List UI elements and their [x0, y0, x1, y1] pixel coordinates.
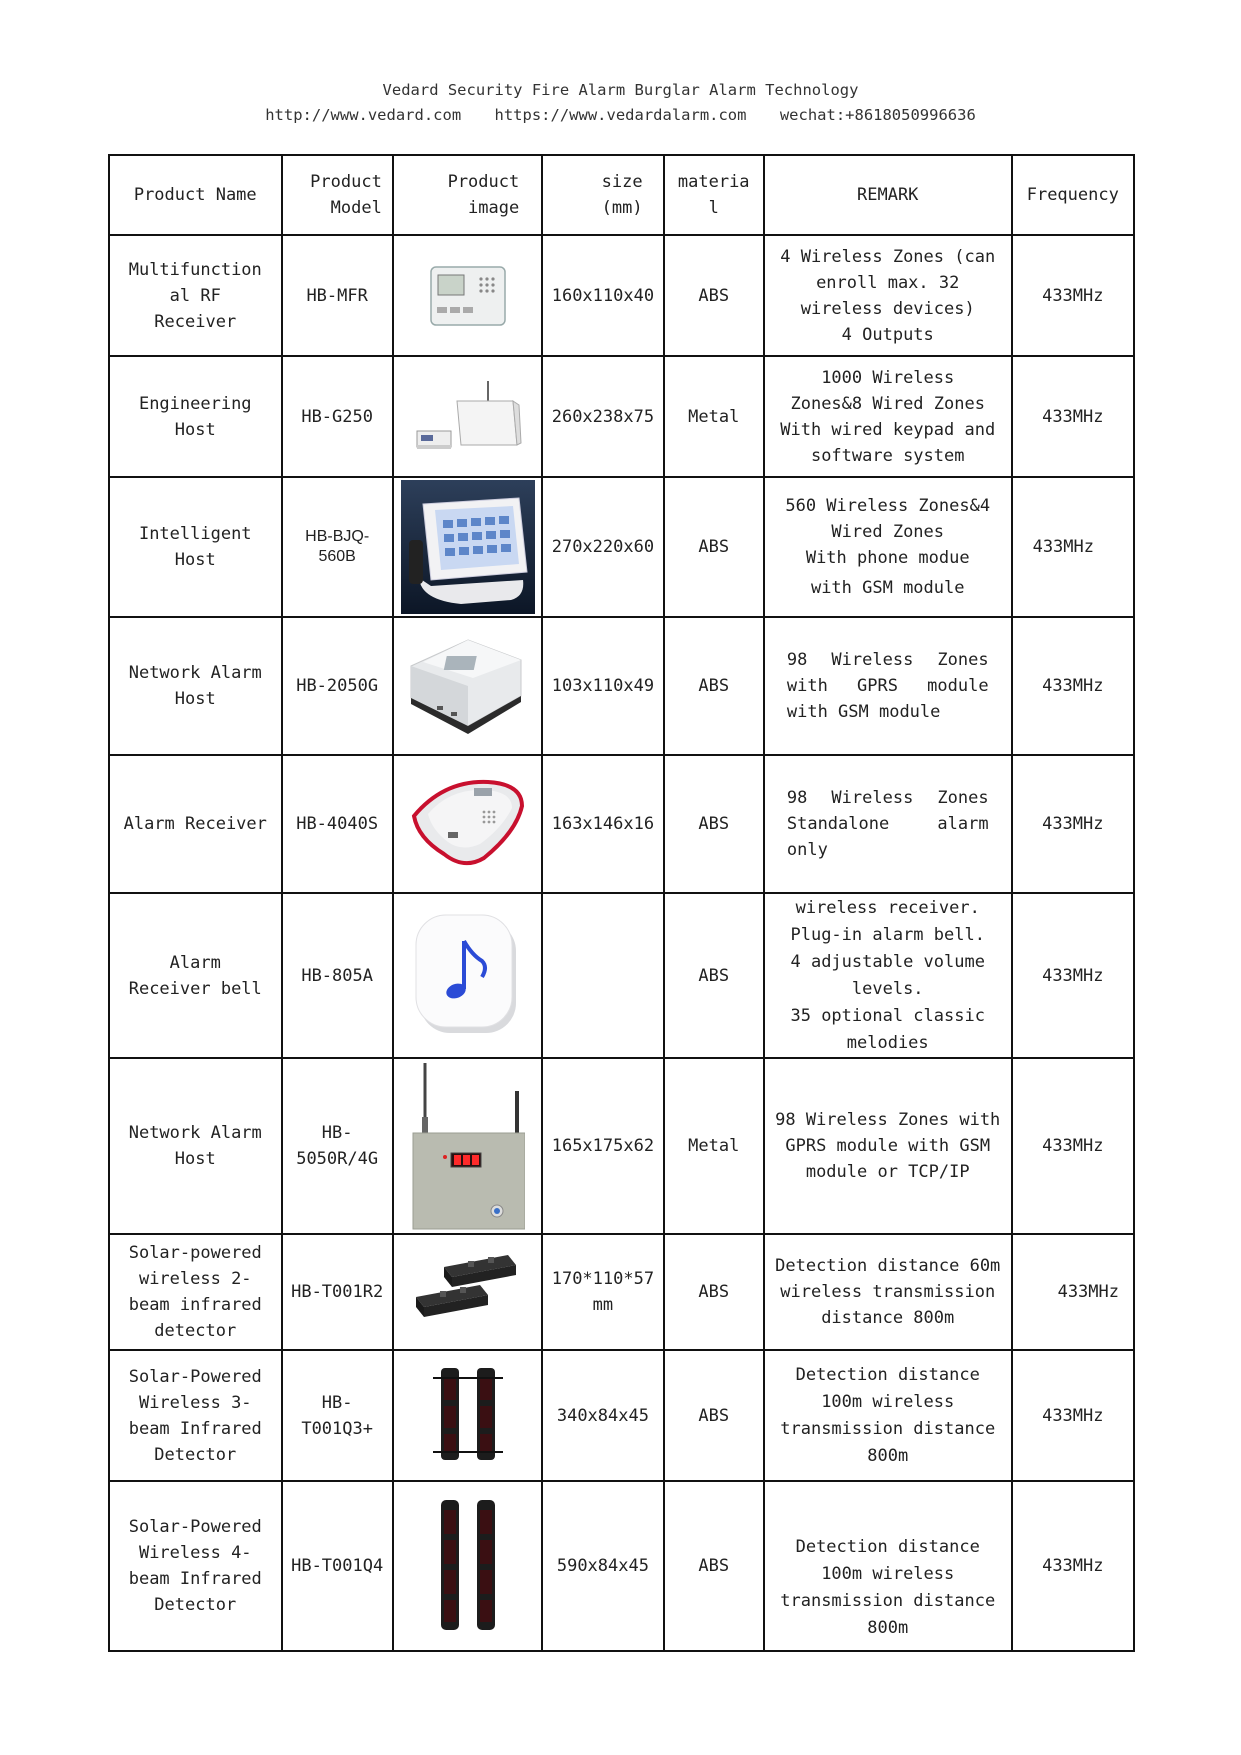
size-cell — [542, 356, 663, 477]
model-line: HB-T001R2 — [291, 1282, 384, 1302]
table-row — [109, 477, 1134, 617]
remark-line: 100m wireless — [821, 1564, 955, 1584]
size-cell — [542, 1234, 663, 1350]
model-line: HB-MFR — [306, 285, 368, 306]
model-line: 5050R/4G — [296, 1149, 379, 1169]
header-size — [542, 155, 663, 235]
product-image-cell — [393, 1350, 542, 1481]
frequency-cell: 433MHz — [1012, 893, 1134, 1058]
website-link-1[interactable]: http://www.vedard.com — [265, 106, 462, 124]
size-line: 340x84x45 — [556, 1405, 649, 1426]
frequency-cell: 433MHz — [1012, 755, 1134, 893]
page-header — [0, 78, 1241, 128]
frequency-cell: 433MHz — [1012, 1481, 1134, 1651]
material-cell: ABS — [664, 235, 764, 356]
name-line: Wireless 4- — [138, 1543, 252, 1563]
remark-cell — [764, 1350, 1012, 1481]
table-row — [109, 617, 1134, 755]
remark-line: 98 Wireless Zones with — [775, 1110, 1001, 1130]
name-line: detector — [154, 1321, 237, 1341]
remark-line: distance 800m — [821, 1308, 955, 1328]
header-material-line2: l — [708, 198, 719, 218]
size-cell — [542, 477, 663, 617]
name-line: Host — [174, 1149, 216, 1169]
remark-line: 35 optional classic — [790, 1005, 985, 1026]
size-line: 160x110x40 — [551, 285, 655, 306]
model-cell — [282, 755, 393, 893]
four-beam-detector-icon — [433, 1498, 503, 1634]
remark-line: wireless devices) — [800, 298, 975, 319]
model-cell — [282, 1058, 393, 1234]
frequency-cell: 433MHz — [1012, 235, 1134, 356]
remark-cell — [764, 356, 1012, 477]
header-size-line1: size — [601, 172, 643, 192]
name-line: Network Alarm — [128, 663, 262, 683]
header-size-line2: (mm) — [601, 198, 643, 218]
product-name-cell — [109, 1350, 282, 1481]
size-cell — [542, 1058, 663, 1234]
size-line: mm — [592, 1295, 614, 1315]
remark-cell — [764, 755, 1012, 893]
model-cell — [282, 1350, 393, 1481]
product-image-cell — [393, 477, 542, 617]
name-line: beam Infrared — [128, 1569, 262, 1589]
size-cell — [542, 893, 663, 1058]
model-cell — [282, 477, 393, 617]
frequency-cell: 433MHz — [1012, 477, 1134, 617]
size-line: 170*110*57 — [551, 1269, 655, 1289]
size-line: 270x220x60 — [551, 537, 655, 557]
size-cell — [542, 1481, 663, 1651]
model-cell — [282, 1481, 393, 1651]
name-line: Wireless 3- — [138, 1392, 252, 1413]
model-line: HB-4040S — [296, 814, 379, 834]
engineering-host-panel-icon — [413, 379, 523, 455]
name-line: Solar-Powered — [128, 1517, 262, 1537]
network-alarm-host-icon — [403, 636, 533, 736]
product-image-cell — [393, 1481, 542, 1651]
header-model-line2: Model — [330, 198, 382, 218]
remark-cell — [764, 477, 1012, 617]
name-line: Network Alarm — [128, 1123, 262, 1143]
product-name-cell — [109, 235, 282, 356]
remark-line: With phone modue — [805, 548, 970, 568]
material-cell: ABS — [664, 755, 764, 893]
three-beam-detector-icon — [433, 1366, 503, 1466]
material-cell: ABS — [664, 893, 764, 1058]
remark-line: 4 adjustable volume — [790, 951, 985, 972]
remark-line: 1000 Wireless — [821, 367, 955, 388]
product-name-cell — [109, 1058, 282, 1234]
header-image-line2: image — [468, 198, 520, 218]
remark-cell — [764, 893, 1012, 1058]
remark-line: wireless receiver. — [795, 897, 980, 918]
size-cell — [542, 755, 663, 893]
model-line: HB-BJQ- — [305, 528, 370, 545]
music-note-bell-icon — [412, 911, 524, 1041]
size-cell — [542, 1350, 663, 1481]
frequency-cell: 433MHz — [1012, 1234, 1134, 1350]
name-line: Detector — [154, 1444, 237, 1465]
remark-cell — [764, 235, 1012, 356]
frequency-cell: 433MHz — [1012, 1058, 1134, 1234]
remark-line: melodies — [846, 1032, 929, 1053]
remark-line: Zones&8 Wired Zones — [790, 393, 985, 414]
website-link-2[interactable]: https://www.vedardalarm.com — [494, 106, 747, 124]
antenna-metal-box-icon — [411, 1061, 525, 1231]
remark-line: enroll max. 32 — [816, 272, 960, 293]
remark-line: Detection distance — [795, 1537, 980, 1557]
header-remark: REMARK — [764, 155, 1012, 235]
remark-line: GPRS module with GSM — [785, 1136, 991, 1156]
product-name-cell — [109, 1234, 282, 1350]
product-image-cell — [393, 617, 542, 755]
size-cell — [542, 617, 663, 755]
table-row — [109, 755, 1134, 893]
remark-line: 98 Wireless Zones — [786, 788, 989, 808]
remark-line: transmission distance — [780, 1591, 996, 1611]
two-beam-detector-icon — [408, 1247, 528, 1337]
table-row — [109, 235, 1134, 356]
table-row — [109, 1058, 1134, 1234]
product-name-cell — [109, 755, 282, 893]
model-line: HB-805A — [301, 965, 373, 986]
remark-line: with GPRS module — [786, 676, 989, 696]
contact-links — [0, 103, 1241, 128]
material-cell: ABS — [664, 1234, 764, 1350]
product-name-cell — [109, 617, 282, 755]
remark-line: module or TCP/IP — [805, 1162, 970, 1182]
product-image-cell — [393, 893, 542, 1058]
header-product-image — [393, 155, 542, 235]
header-material — [664, 155, 764, 235]
product-image-cell — [393, 235, 542, 356]
model-line: 560B — [318, 548, 356, 565]
table-row — [109, 356, 1134, 477]
material-cell: Metal — [664, 1058, 764, 1234]
remark-line: only — [786, 840, 828, 860]
model-line: HB- — [321, 1392, 353, 1413]
product-image-cell — [393, 1234, 542, 1350]
remark-cell — [764, 1234, 1012, 1350]
header-product-model — [282, 155, 393, 235]
product-table — [108, 154, 1135, 1652]
name-line: Detector — [154, 1595, 237, 1615]
product-name-cell — [109, 893, 282, 1058]
product-name-cell — [109, 356, 282, 477]
remark-line: Detection distance — [795, 1364, 980, 1385]
frequency-cell: 433MHz — [1012, 1350, 1134, 1481]
material-cell: ABS — [664, 1350, 764, 1481]
remark-line: Detection distance 60m — [775, 1256, 1001, 1276]
table-row — [109, 1350, 1134, 1481]
remark-line: Standalone alarm — [786, 814, 989, 834]
remark-line: 98 Wireless Zones — [786, 650, 989, 670]
touch-screen-host-icon — [401, 480, 535, 614]
model-cell — [282, 1234, 393, 1350]
material-cell: ABS — [664, 477, 764, 617]
name-line: Engineering Host — [138, 393, 252, 440]
remark-line: 100m wireless — [821, 1391, 955, 1412]
wechat-contact: wechat:+8618050996636 — [779, 106, 976, 124]
model-cell — [282, 356, 393, 477]
frequency-cell: 433MHz — [1012, 617, 1134, 755]
name-line: Solar-powered — [128, 1243, 262, 1263]
remark-line: transmission distance — [780, 1418, 996, 1439]
remark-line: 4 Wireless Zones (can — [780, 246, 996, 267]
model-line: HB- — [321, 1123, 353, 1143]
size-line: 103x110x49 — [551, 676, 655, 696]
remark-line: Wired Zones — [831, 522, 945, 542]
model-cell — [282, 617, 393, 755]
table-header-row — [109, 155, 1134, 235]
table-row — [109, 1481, 1134, 1651]
size-line: 165x175x62 — [551, 1136, 655, 1156]
header-model-line1: Product — [310, 172, 382, 192]
name-line: Alarm — [169, 952, 221, 973]
model-line: HB-G250 — [301, 406, 373, 427]
remark-line: With wired keypad and — [780, 419, 996, 440]
header-image-line1: Product — [447, 172, 520, 192]
rf-receiver-device-icon — [429, 265, 507, 327]
product-name-cell — [109, 477, 282, 617]
table-row — [109, 893, 1134, 1058]
remark-line: with GSM module — [810, 578, 965, 598]
table-row — [109, 1234, 1134, 1350]
remark-line: levels. — [851, 978, 924, 999]
header-material-line1: materia — [677, 172, 750, 192]
size-line: 590x84x45 — [556, 1556, 649, 1576]
product-image-cell — [393, 755, 542, 893]
size-line: 163x146x16 — [551, 814, 655, 834]
remark-cell — [764, 1481, 1012, 1651]
model-line: HB-T001Q4 — [291, 1556, 384, 1576]
remark-line: Plug-in alarm bell. — [790, 924, 985, 945]
product-image-cell — [393, 1058, 542, 1234]
name-line: beam Infrared — [128, 1418, 262, 1439]
name-line: wireless 2- — [138, 1269, 252, 1289]
model-cell — [282, 235, 393, 356]
size-line: 260x238x75 — [551, 406, 655, 427]
company-name: Vedard Security Fire Alarm Burglar Alarm Technology — [382, 81, 859, 99]
name-line: beam infrared — [128, 1295, 262, 1315]
header-frequency: Frequency — [1012, 155, 1134, 235]
model-line: T001Q3+ — [301, 1418, 373, 1439]
remark-line: with GSM module — [786, 702, 941, 722]
remark-cell — [764, 617, 1012, 755]
alarm-receiver-device-icon — [404, 774, 532, 874]
material-cell: Metal — [664, 356, 764, 477]
header-product-name: Product Name — [109, 155, 282, 235]
remark-cell — [764, 1058, 1012, 1234]
remark-line: wireless transmission — [780, 1282, 996, 1302]
remark-line: 560 Wireless Zones&4 — [785, 496, 991, 516]
material-cell: ABS — [664, 617, 764, 755]
remark-line: 800m — [867, 1445, 909, 1466]
name-line: Receiver — [154, 311, 237, 332]
model-line: HB-2050G — [296, 676, 379, 696]
frequency-cell: 433MHz — [1012, 356, 1134, 477]
remark-line: software system — [810, 445, 965, 466]
name-line: Alarm Receiver — [123, 814, 267, 834]
remark-line: 800m — [867, 1618, 909, 1638]
product-name-cell — [109, 1481, 282, 1651]
remark-line: 4 Outputs — [841, 324, 934, 345]
product-image-cell — [393, 356, 542, 477]
name-line: Host — [174, 689, 216, 709]
name-line: Solar-Powered — [128, 1366, 262, 1387]
name-line: Intelligent Host — [138, 524, 252, 570]
material-cell: ABS — [664, 1481, 764, 1651]
name-line: Receiver bell — [128, 978, 262, 999]
name-line: Multifunction — [128, 259, 262, 280]
name-line: al RF — [169, 285, 221, 306]
model-cell — [282, 893, 393, 1058]
size-cell — [542, 235, 663, 356]
